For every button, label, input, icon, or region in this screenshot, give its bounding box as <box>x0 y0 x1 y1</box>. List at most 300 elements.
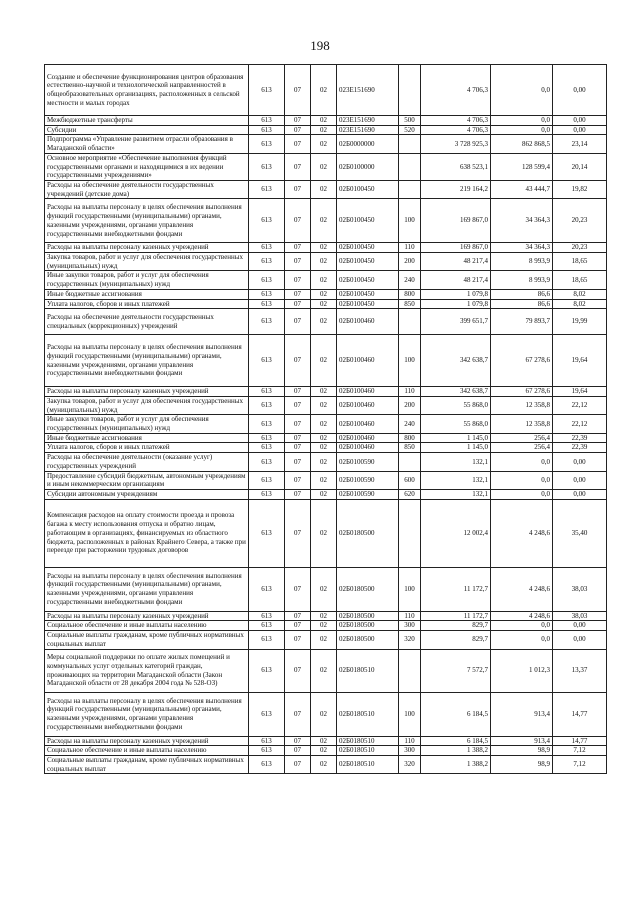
cell-rz: 07 <box>285 396 311 414</box>
cell-plan: 638 523,1 <box>421 153 491 180</box>
cell-rz: 07 <box>285 199 311 243</box>
table-row <box>45 243 607 253</box>
cell-name: Предоставление субсидий бюджетным, автономным учреждениям и иным некоммерческим организациям <box>45 471 249 489</box>
cell-pr: 02 <box>311 453 337 471</box>
cell-pct: 18,65 <box>553 253 607 271</box>
cell-pct: 8,02 <box>553 299 607 309</box>
cell-ved: 613 <box>249 271 285 289</box>
cell-plan: 169 867,0 <box>421 199 491 243</box>
cell-ved: 613 <box>249 309 285 335</box>
cell-name: Расходы на выплаты персоналу в целях обеспечения выполнения функций государственными (муниципальными) органами, казенными учреждениями, органами управления государственными внебюджетными фондами <box>45 567 249 611</box>
cell-csr: 02Б0100450 <box>337 299 399 309</box>
cell-fact: 0,0 <box>491 471 553 489</box>
cell-fact: 0,0 <box>491 125 553 135</box>
cell-rz: 07 <box>285 499 311 567</box>
cell-plan: 1 388,2 <box>421 746 491 756</box>
cell-name: Субсидии <box>45 125 249 135</box>
table-row <box>45 335 607 387</box>
cell-pr: 02 <box>311 692 337 736</box>
cell-pr: 02 <box>311 309 337 335</box>
cell-vr <box>399 65 421 116</box>
cell-pr: 02 <box>311 499 337 567</box>
cell-csr: 02Б0100460 <box>337 443 399 453</box>
cell-pct: 0,00 <box>553 621 607 631</box>
cell-rz: 07 <box>285 746 311 756</box>
cell-name: Расходы на обеспечение деятельности (оказание услуг) государственных учреждений <box>45 453 249 471</box>
cell-pr: 02 <box>311 199 337 243</box>
cell-fact: 0,0 <box>491 453 553 471</box>
cell-ved: 613 <box>249 433 285 443</box>
cell-name: Иные закупки товаров, работ и услуг для обеспечения государственных (муниципальных) нужд <box>45 271 249 289</box>
table-row <box>45 135 607 153</box>
cell-csr: 02Б0100460 <box>337 387 399 397</box>
cell-rz: 07 <box>285 443 311 453</box>
cell-vr: 320 <box>399 755 421 773</box>
table-row <box>45 453 607 471</box>
cell-rz: 07 <box>285 755 311 773</box>
cell-fact: 34 364,3 <box>491 199 553 243</box>
table-row <box>45 299 607 309</box>
table-row <box>45 415 607 433</box>
cell-name: Расходы на выплаты персоналу казенных учреждений <box>45 611 249 621</box>
cell-plan: 55 868,0 <box>421 415 491 433</box>
cell-pr: 02 <box>311 567 337 611</box>
table-row <box>45 125 607 135</box>
cell-name: Закупка товаров, работ и услуг для обеспечения государственных (муниципальных) нужд <box>45 253 249 271</box>
cell-fact: 4 248,6 <box>491 611 553 621</box>
budget-table <box>44 64 607 774</box>
table-row <box>45 65 607 116</box>
cell-pct: 19,99 <box>553 309 607 335</box>
table-row <box>45 309 607 335</box>
cell-pct: 7,12 <box>553 746 607 756</box>
cell-name: Подпрограмма «Управление развитием отрасли образования в Магаданской области» <box>45 135 249 153</box>
cell-fact: 12 358,8 <box>491 396 553 414</box>
cell-vr <box>399 180 421 198</box>
cell-name: Закупка товаров, работ и услуг для обеспечения государственных (муниципальных) нужд <box>45 396 249 414</box>
cell-vr <box>399 135 421 153</box>
table-row <box>45 433 607 443</box>
cell-plan: 4 706,3 <box>421 125 491 135</box>
cell-fact: 4 248,6 <box>491 567 553 611</box>
cell-plan: 3 728 925,3 <box>421 135 491 153</box>
cell-ved: 613 <box>249 396 285 414</box>
cell-ved: 613 <box>249 489 285 499</box>
cell-rz: 07 <box>285 567 311 611</box>
cell-ved: 613 <box>249 135 285 153</box>
page-number: 198 <box>310 38 330 53</box>
cell-pr: 02 <box>311 415 337 433</box>
cell-name: Уплата налогов, сборов и иных платежей <box>45 443 249 453</box>
cell-name: Расходы на обеспечение деятельности государственных специальных (коррекционных) учреждений <box>45 309 249 335</box>
cell-rz: 07 <box>285 309 311 335</box>
cell-pr: 02 <box>311 65 337 116</box>
cell-csr: 02Б0100460 <box>337 415 399 433</box>
cell-csr: 02Б0180500 <box>337 499 399 567</box>
cell-fact: 0,0 <box>491 65 553 116</box>
cell-ved: 613 <box>249 243 285 253</box>
cell-ved: 613 <box>249 621 285 631</box>
cell-ved: 613 <box>249 387 285 397</box>
cell-plan: 829,7 <box>421 631 491 649</box>
cell-csr: 02Б0100460 <box>337 309 399 335</box>
cell-plan: 132,1 <box>421 489 491 499</box>
cell-pct: 22,39 <box>553 443 607 453</box>
cell-pct: 19,64 <box>553 335 607 387</box>
cell-vr: 520 <box>399 125 421 135</box>
table-row <box>45 736 607 746</box>
table-row <box>45 153 607 180</box>
cell-pct: 20,14 <box>553 153 607 180</box>
cell-pct: 0,00 <box>553 125 607 135</box>
cell-ved: 613 <box>249 199 285 243</box>
table-row <box>45 489 607 499</box>
cell-ved: 613 <box>249 755 285 773</box>
cell-rz: 07 <box>285 631 311 649</box>
cell-rz: 07 <box>285 649 311 692</box>
cell-csr: 02Б0100450 <box>337 180 399 198</box>
cell-pct: 19,82 <box>553 180 607 198</box>
cell-fact: 67 278,6 <box>491 335 553 387</box>
cell-rz: 07 <box>285 180 311 198</box>
cell-pct: 0,00 <box>553 471 607 489</box>
cell-csr: 02Б0100460 <box>337 335 399 387</box>
cell-pct: 35,40 <box>553 499 607 567</box>
cell-fact: 79 893,7 <box>491 309 553 335</box>
cell-pct: 13,37 <box>553 649 607 692</box>
cell-pct: 38,03 <box>553 611 607 621</box>
cell-ved: 613 <box>249 453 285 471</box>
cell-plan: 12 002,4 <box>421 499 491 567</box>
cell-fact: 0,0 <box>491 621 553 631</box>
cell-rz: 07 <box>285 621 311 631</box>
cell-ved: 613 <box>249 335 285 387</box>
cell-csr: 023E151690 <box>337 125 399 135</box>
cell-name: Социальное обеспечение и иные выплаты населению <box>45 746 249 756</box>
cell-rz: 07 <box>285 489 311 499</box>
cell-rz: 07 <box>285 253 311 271</box>
cell-rz: 07 <box>285 271 311 289</box>
cell-vr: 300 <box>399 746 421 756</box>
cell-vr: 620 <box>399 489 421 499</box>
cell-csr: 02Б0100450 <box>337 243 399 253</box>
cell-pr: 02 <box>311 243 337 253</box>
cell-vr: 600 <box>399 471 421 489</box>
cell-vr: 110 <box>399 387 421 397</box>
cell-name: Социальное обеспечение и иные выплаты населению <box>45 621 249 631</box>
cell-vr: 200 <box>399 396 421 414</box>
cell-plan: 4 706,3 <box>421 65 491 116</box>
cell-vr: 850 <box>399 299 421 309</box>
cell-csr: 02Б0180510 <box>337 746 399 756</box>
cell-ved: 613 <box>249 499 285 567</box>
cell-rz: 07 <box>285 611 311 621</box>
cell-rz: 07 <box>285 415 311 433</box>
cell-plan: 6 184,5 <box>421 692 491 736</box>
cell-pr: 02 <box>311 611 337 621</box>
cell-vr: 100 <box>399 567 421 611</box>
cell-pct: 0,00 <box>553 631 607 649</box>
cell-plan: 342 638,7 <box>421 335 491 387</box>
cell-ved: 613 <box>249 567 285 611</box>
cell-fact: 98,9 <box>491 755 553 773</box>
cell-plan: 219 164,2 <box>421 180 491 198</box>
cell-ved: 613 <box>249 289 285 299</box>
cell-pr: 02 <box>311 125 337 135</box>
cell-rz: 07 <box>285 692 311 736</box>
cell-ved: 613 <box>249 746 285 756</box>
cell-ved: 613 <box>249 65 285 116</box>
cell-vr: 240 <box>399 415 421 433</box>
cell-rz: 07 <box>285 433 311 443</box>
cell-ved: 613 <box>249 415 285 433</box>
cell-rz: 07 <box>285 299 311 309</box>
cell-csr: 02Б0100450 <box>337 289 399 299</box>
cell-plan: 132,1 <box>421 471 491 489</box>
cell-pr: 02 <box>311 755 337 773</box>
cell-plan: 4 706,3 <box>421 116 491 126</box>
cell-ved: 613 <box>249 116 285 126</box>
cell-csr: 02Б0100000 <box>337 153 399 180</box>
cell-name: Расходы на выплаты персоналу в целях обеспечения выполнения функций государственными (муниципальными) органами, казенными учреждениями, органами управления государственными внебюджетными фондами <box>45 692 249 736</box>
table-row <box>45 471 607 489</box>
table-row <box>45 116 607 126</box>
cell-csr: 02Б0100590 <box>337 489 399 499</box>
cell-pr: 02 <box>311 396 337 414</box>
cell-rz: 07 <box>285 243 311 253</box>
cell-csr: 02Б0180510 <box>337 692 399 736</box>
cell-ved: 613 <box>249 692 285 736</box>
cell-pr: 02 <box>311 621 337 631</box>
cell-pct: 23,14 <box>553 135 607 153</box>
cell-pr: 02 <box>311 289 337 299</box>
cell-pr: 02 <box>311 649 337 692</box>
cell-vr: 320 <box>399 631 421 649</box>
cell-name: Социальные выплаты гражданам, кроме публичных нормативных социальных выплат <box>45 755 249 773</box>
cell-name: Субсидии автономным учреждениям <box>45 489 249 499</box>
cell-csr: 02Б0180500 <box>337 567 399 611</box>
cell-fact: 98,9 <box>491 746 553 756</box>
cell-csr: 02Б0000000 <box>337 135 399 153</box>
cell-csr: 023E151690 <box>337 65 399 116</box>
cell-plan: 7 572,7 <box>421 649 491 692</box>
cell-pr: 02 <box>311 299 337 309</box>
cell-plan: 48 217,4 <box>421 271 491 289</box>
cell-vr: 850 <box>399 443 421 453</box>
cell-rz: 07 <box>285 65 311 116</box>
cell-pct: 0,00 <box>553 453 607 471</box>
cell-pct: 22,12 <box>553 415 607 433</box>
cell-name: Расходы на выплаты персоналу казенных учреждений <box>45 736 249 746</box>
cell-plan: 1 079,8 <box>421 299 491 309</box>
cell-plan: 6 184,5 <box>421 736 491 746</box>
table-row <box>45 180 607 198</box>
cell-pct: 18,65 <box>553 271 607 289</box>
cell-csr: 02Б0180510 <box>337 755 399 773</box>
cell-pr: 02 <box>311 253 337 271</box>
cell-rz: 07 <box>285 125 311 135</box>
table-row <box>45 621 607 631</box>
cell-pct: 0,00 <box>553 489 607 499</box>
cell-ved: 613 <box>249 736 285 746</box>
cell-name: Уплата налогов, сборов и иных платежей <box>45 299 249 309</box>
cell-ved: 613 <box>249 649 285 692</box>
table-row <box>45 499 607 567</box>
cell-plan: 11 172,7 <box>421 567 491 611</box>
cell-ved: 613 <box>249 299 285 309</box>
cell-rz: 07 <box>285 736 311 746</box>
table-row <box>45 396 607 414</box>
cell-pct: 22,39 <box>553 433 607 443</box>
cell-ved: 613 <box>249 180 285 198</box>
cell-pr: 02 <box>311 180 337 198</box>
cell-vr <box>399 499 421 567</box>
table-row <box>45 631 607 649</box>
cell-name: Социальные выплаты гражданам, кроме публичных нормативных социальных выплат <box>45 631 249 649</box>
cell-name: Иные бюджетные ассигнования <box>45 433 249 443</box>
cell-ved: 613 <box>249 611 285 621</box>
cell-csr: 02Б0180500 <box>337 621 399 631</box>
cell-rz: 07 <box>285 387 311 397</box>
cell-pct: 8,02 <box>553 289 607 299</box>
cell-plan: 342 638,7 <box>421 387 491 397</box>
cell-pr: 02 <box>311 387 337 397</box>
cell-vr: 200 <box>399 253 421 271</box>
cell-fact: 256,4 <box>491 433 553 443</box>
cell-pct: 20,23 <box>553 199 607 243</box>
cell-vr: 800 <box>399 433 421 443</box>
cell-fact: 256,4 <box>491 443 553 453</box>
cell-vr: 100 <box>399 335 421 387</box>
table-row <box>45 746 607 756</box>
cell-csr: 02Б0100450 <box>337 253 399 271</box>
table-row <box>45 443 607 453</box>
cell-csr: 023E151690 <box>337 116 399 126</box>
cell-ved: 613 <box>249 253 285 271</box>
table-row <box>45 611 607 621</box>
cell-rz: 07 <box>285 116 311 126</box>
cell-plan: 829,7 <box>421 621 491 631</box>
cell-vr: 110 <box>399 736 421 746</box>
cell-plan: 132,1 <box>421 453 491 471</box>
table-row <box>45 755 607 773</box>
cell-csr: 02Б0100460 <box>337 396 399 414</box>
cell-pr: 02 <box>311 443 337 453</box>
cell-csr: 02Б0100590 <box>337 471 399 489</box>
cell-csr: 02Б0100590 <box>337 453 399 471</box>
cell-pct: 14,77 <box>553 736 607 746</box>
cell-csr: 02Б0180500 <box>337 631 399 649</box>
cell-vr: 100 <box>399 692 421 736</box>
cell-name: Расходы на выплаты персоналу казенных учреждений <box>45 387 249 397</box>
cell-name: Меры социальной поддержки по оплате жилых помещений и коммунальных услуг отдельных категорий граждан, проживающих на территории Магаданской области (Закон Магаданской области от 28 декабря 2004 года № 528-ОЗ) <box>45 649 249 692</box>
cell-vr: 800 <box>399 289 421 299</box>
cell-fact: 4 248,6 <box>491 499 553 567</box>
cell-pr: 02 <box>311 335 337 387</box>
cell-fact: 1 012,3 <box>491 649 553 692</box>
cell-vr: 100 <box>399 199 421 243</box>
cell-csr: 02Б0100450 <box>337 199 399 243</box>
cell-pr: 02 <box>311 433 337 443</box>
cell-csr: 02Б0180510 <box>337 736 399 746</box>
cell-pr: 02 <box>311 631 337 649</box>
cell-csr: 02Б0100460 <box>337 433 399 443</box>
cell-pct: 0,00 <box>553 116 607 126</box>
table-row <box>45 271 607 289</box>
cell-fact: 86,6 <box>491 289 553 299</box>
cell-fact: 0,0 <box>491 489 553 499</box>
cell-csr: 02Б0180500 <box>337 611 399 621</box>
cell-fact: 86,6 <box>491 299 553 309</box>
cell-pr: 02 <box>311 116 337 126</box>
cell-pct: 20,23 <box>553 243 607 253</box>
cell-fact: 0,0 <box>491 631 553 649</box>
cell-name: Расходы на выплаты персоналу казенных учреждений <box>45 243 249 253</box>
cell-name: Расходы на обеспечение деятельности государственных учреждений (детские дома) <box>45 180 249 198</box>
cell-vr <box>399 153 421 180</box>
cell-fact: 128 599,4 <box>491 153 553 180</box>
cell-name: Расходы на выплаты персоналу в целях обеспечения выполнения функций государственными (муниципальными) органами, казенными учреждениями, органами управления государственными внебюджетными фондами <box>45 199 249 243</box>
cell-plan: 1 145,0 <box>421 433 491 443</box>
cell-ved: 613 <box>249 153 285 180</box>
cell-pct: 0,00 <box>553 65 607 116</box>
cell-plan: 11 172,7 <box>421 611 491 621</box>
cell-pct: 19,64 <box>553 387 607 397</box>
cell-pct: 7,12 <box>553 755 607 773</box>
cell-rz: 07 <box>285 289 311 299</box>
cell-plan: 1 145,0 <box>421 443 491 453</box>
table-row <box>45 199 607 243</box>
cell-pr: 02 <box>311 153 337 180</box>
cell-name: Основное мероприятие «Обеспечение выполнения функций государственными органами и находящимися в их ведении государственными учреждениями» <box>45 153 249 180</box>
cell-fact: 8 993,9 <box>491 271 553 289</box>
table-row <box>45 253 607 271</box>
cell-name: Компенсация расходов на оплату стоимости проезда и провоза багажа к месту использования отпуска и обратно лицам, работающим в организациях, финансируемых из областного бюджета, расположенных в районах Крайнего Севера, а также при переезде при расторжении трудовых договоров <box>45 499 249 567</box>
cell-pr: 02 <box>311 746 337 756</box>
cell-plan: 169 867,0 <box>421 243 491 253</box>
cell-ved: 613 <box>249 471 285 489</box>
cell-ved: 613 <box>249 631 285 649</box>
cell-fact: 0,0 <box>491 116 553 126</box>
cell-rz: 07 <box>285 453 311 471</box>
cell-fact: 12 358,8 <box>491 415 553 433</box>
cell-pct: 14,77 <box>553 692 607 736</box>
cell-pr: 02 <box>311 271 337 289</box>
cell-pct: 22,12 <box>553 396 607 414</box>
cell-pct: 38,03 <box>553 567 607 611</box>
cell-vr: 110 <box>399 243 421 253</box>
cell-rz: 07 <box>285 335 311 387</box>
table-row <box>45 567 607 611</box>
cell-csr: 02Б0100450 <box>337 271 399 289</box>
cell-plan: 1 388,2 <box>421 755 491 773</box>
cell-pr: 02 <box>311 736 337 746</box>
cell-vr <box>399 649 421 692</box>
cell-plan: 48 217,4 <box>421 253 491 271</box>
cell-fact: 34 364,3 <box>491 243 553 253</box>
cell-fact: 913,4 <box>491 736 553 746</box>
cell-vr: 240 <box>399 271 421 289</box>
cell-pr: 02 <box>311 135 337 153</box>
cell-plan: 1 079,8 <box>421 289 491 299</box>
cell-name: Иные закупки товаров, работ и услуг для обеспечения государственных (муниципальных) нужд <box>45 415 249 433</box>
cell-rz: 07 <box>285 153 311 180</box>
cell-csr: 02Б0180510 <box>337 649 399 692</box>
cell-name: Иные бюджетные ассигнования <box>45 289 249 299</box>
cell-vr: 300 <box>399 621 421 631</box>
cell-name: Создание и обеспечение функционирования центров образования естественно-научной и технологической направленностей в общеобразовательных организациях, расположенных в сельской местности и малых городах <box>45 65 249 116</box>
cell-pr: 02 <box>311 471 337 489</box>
